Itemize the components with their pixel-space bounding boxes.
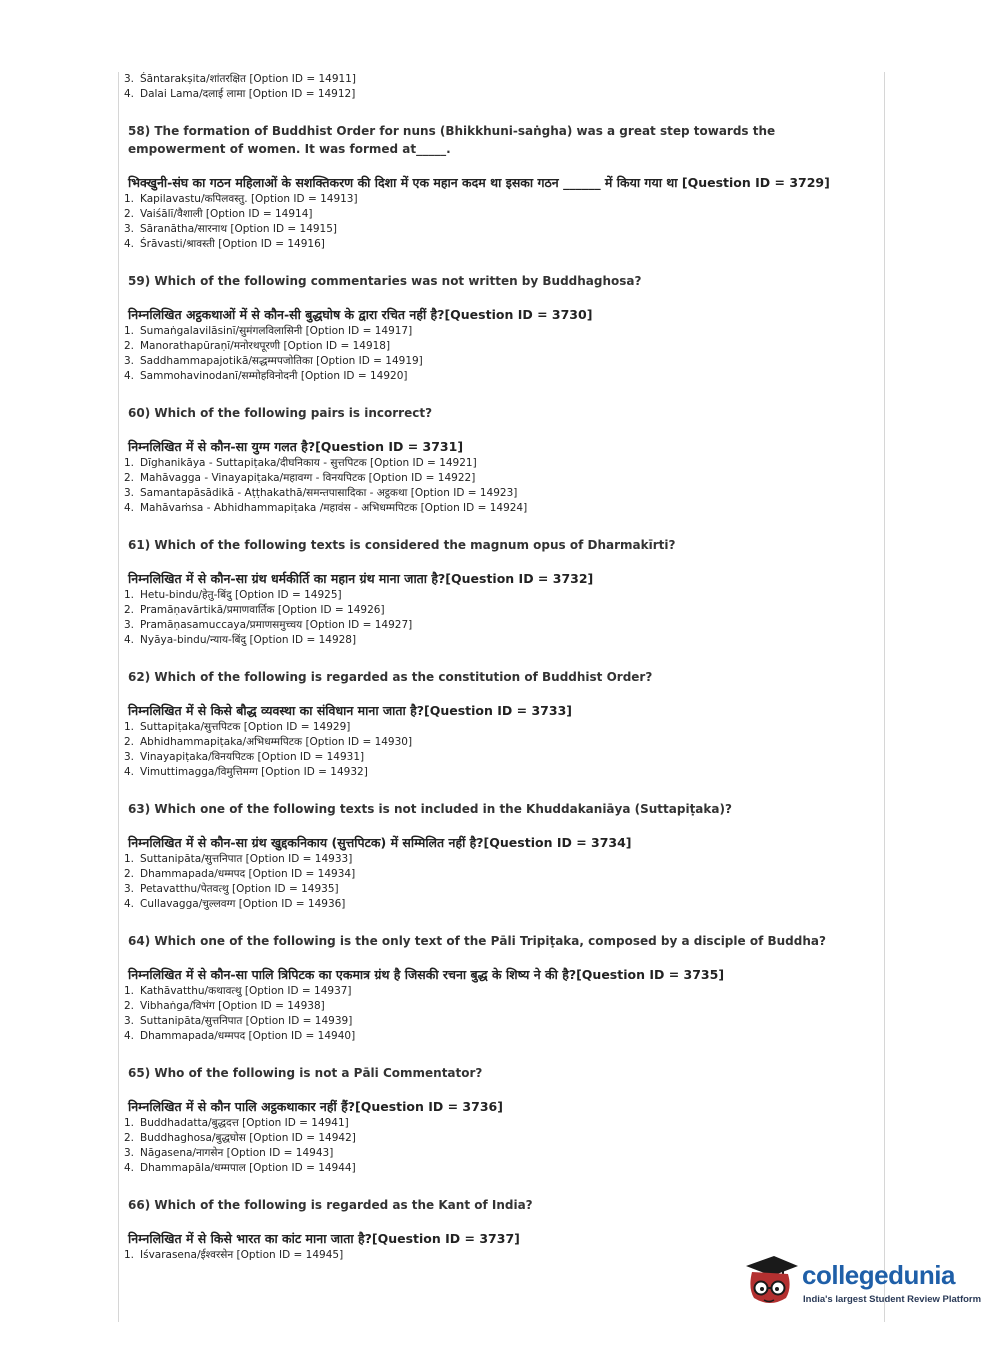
option-number: 1.: [124, 985, 135, 997]
option-number: 3.: [124, 223, 135, 235]
option-item: [124, 1146, 876, 1161]
question-english: 65) Who of the following is not a Pāli Commentator?: [128, 1066, 483, 1080]
option-item: [124, 72, 876, 87]
option-text: Dhammapada/धम्मपद [Option ID = 14940]: [140, 1030, 356, 1042]
option-text: Manorathapūraṇī/मनोरथपूरणी [Option ID = 14918]: [140, 340, 391, 352]
option-item: [124, 588, 876, 603]
option-item: [124, 456, 876, 471]
option-item: [124, 882, 876, 897]
mascot-logo-icon: [740, 1248, 800, 1312]
option-text: Pramāṇasamuccaya/प्रमाणसमुच्चय [Option ID = 14927]: [140, 619, 413, 631]
option-number: 4.: [124, 88, 135, 100]
question-english: 63) Which one of the following texts is not included in the Khuddakaniāya (Suttapiṭaka)?: [128, 802, 732, 816]
question-hindi: निम्नलिखित में से कौन-सा ग्रंथ खुद्दकनिकाय (सुत्तपिटक) में सम्मिलित नहीं है?[Question ID = 3734]: [128, 835, 632, 850]
option-item: [124, 207, 876, 222]
option-text: Sumaṅgalavilāsinī/सुमंगलविलासिनी [Option ID = 14917]: [140, 325, 413, 337]
option-text: Pramāṇavārtikā/प्रमाणवार्तिक [Option ID = 14926]: [140, 604, 385, 616]
option-item: [124, 735, 876, 750]
option-number: 1.: [124, 853, 135, 865]
option-item: [124, 1161, 876, 1176]
option-number: 3.: [124, 883, 135, 895]
option-text: Kapilavastu/कपिलवस्तु. [Option ID = 14913]: [140, 193, 358, 205]
option-number: 2.: [124, 472, 135, 484]
option-text: Dhammapada/धम्मपद [Option ID = 14934]: [140, 868, 356, 880]
option-text: Buddhadatta/बुद्धदत्त [Option ID = 14941]: [140, 1117, 349, 1129]
option-number: 2.: [124, 868, 135, 880]
question-english: 62) Which of the following is regarded as the constitution of Buddhist Order?: [128, 670, 653, 684]
option-text: Samantapāsādikā - Aṭṭhakathā/समन्तपासादिका - अट्ठकथा [Option ID = 14923]: [140, 487, 518, 499]
option-number: 4.: [124, 1030, 135, 1042]
option-number: 4.: [124, 766, 135, 778]
question-block: [124, 122, 876, 252]
option-number: 3.: [124, 487, 135, 499]
option-item: [124, 369, 876, 384]
option-number: 4.: [124, 1162, 135, 1174]
question-block: [124, 404, 876, 516]
option-text: Śāntarakṣita/शांतरक्षित [Option ID = 14911]: [140, 73, 356, 85]
option-item: [124, 324, 876, 339]
question-hindi: निम्नलिखित में से कौन पालि अट्ठकथाकार नहीं हैं?[Question ID = 3736]: [128, 1099, 503, 1114]
logo-wordmark: collegedunia: [802, 1260, 955, 1290]
option-item: [124, 720, 876, 735]
option-number: 2.: [124, 604, 135, 616]
option-text: Nyāya-bindu/न्याय-बिंदु [Option ID = 14928]: [140, 634, 357, 646]
question-block: [124, 1064, 876, 1176]
option-number: 3.: [124, 619, 135, 631]
question-block: [124, 272, 876, 384]
question-hindi: निम्नलिखित में से किसे भारत का कांट माना जाता है?[Question ID = 3737]: [128, 1231, 520, 1246]
option-number: 1.: [124, 325, 135, 337]
option-text: Mahāvaṁsa - Abhidhammapiṭaka /महावंस - अभिधम्मपिटक [Option ID = 14924]: [140, 502, 528, 514]
option-text: Dalai Lama/दलाई लामा [Option ID = 14912]: [140, 88, 356, 100]
option-item: [124, 1116, 876, 1131]
question-block: [124, 800, 876, 912]
option-text: Hetu-bindu/हेतु-बिंदु [Option ID = 14925]: [140, 589, 342, 601]
option-text: Kathāvatthu/कथावत्थु [Option ID = 14937]: [140, 985, 352, 997]
option-number: 3.: [124, 73, 135, 85]
option-text: Vimuttimagga/विमुत्तिमग्ग [Option ID = 14932]: [140, 766, 368, 778]
option-number: 2.: [124, 736, 135, 748]
question-english: 58) The formation of Buddhist Order for nuns (Bhikkhuni-saṅgha) was a great step towards the empowerment of women. It was formed at_____.: [128, 124, 776, 156]
option-item: [124, 354, 876, 369]
question-hindi: निम्नलिखित अट्ठकथाओं में से कौन-सी बुद्धघोष के द्वारा रचित नहीं है?[Question ID = 3730]: [128, 307, 593, 322]
question-content: [124, 72, 876, 1263]
option-text: Saddhammapajotikā/सद्धम्मपजोतिका [Option ID = 14919]: [140, 355, 423, 367]
option-item: [124, 984, 876, 999]
option-text: Vibhaṅga/विभंग [Option ID = 14938]: [140, 1000, 325, 1012]
question-hindi: भिक्खुनी-संघ का गठन महिलाओं के सशक्तिकरण की दिशा में एक महान कदम था इसका गठन ______ में किया गया था [Question ID = 3729]: [128, 175, 830, 190]
option-number: 3.: [124, 1147, 135, 1159]
option-text: Suttanipāta/सुत्तनिपात [Option ID = 14933]: [140, 853, 353, 865]
option-text: Nāgasena/नागसेन [Option ID = 14943]: [140, 1147, 334, 1159]
option-item: [124, 867, 876, 882]
option-text: Vaiśālī/वैशाली [Option ID = 14914]: [140, 208, 313, 220]
option-number: 3.: [124, 751, 135, 763]
option-text: Sāranātha/सारनाथ [Option ID = 14915]: [140, 223, 338, 235]
option-text: Suttanipāta/सुत्तनिपात [Option ID = 14939]: [140, 1015, 353, 1027]
option-number: 4.: [124, 898, 135, 910]
question-block: [124, 932, 876, 1044]
option-number: 1.: [124, 1117, 135, 1129]
question-hindi: निम्नलिखित में से कौन-सा पालि त्रिपिटक का एकमात्र ग्रंथ है जिसकी रचना बुद्ध के शिष्य ने की है?[Question ID = 3735]: [128, 967, 725, 982]
option-text: Sammohavinodanī/सम्मोहविनोदनी [Option ID = 14920]: [140, 370, 408, 382]
question-english: 64) Which one of the following is the only text of the Pāli Tripiṭaka, composed by a disciple of Buddha?: [128, 934, 826, 948]
option-number: 2.: [124, 340, 135, 352]
option-item: [124, 1029, 876, 1044]
option-item: [124, 237, 876, 252]
option-text: Vinayapiṭaka/विनयपिटक [Option ID = 14931]: [140, 751, 365, 763]
option-number: 1.: [124, 1249, 135, 1261]
option-item: [124, 222, 876, 237]
option-item: [124, 897, 876, 912]
question-list: [124, 122, 876, 1263]
option-number: 2.: [124, 208, 135, 220]
option-text: Dīghanikāya - Suttapiṭaka/दीघनिकाय - सुत्तपिटक [Option ID = 14921]: [140, 457, 477, 469]
option-item: [124, 603, 876, 618]
option-item: [124, 339, 876, 354]
option-text: Petavatthu/पेतवत्थु [Option ID = 14935]: [140, 883, 339, 895]
option-text: Mahāvagga - Vinayapiṭaka/महावग्ग - विनयपिटक [Option ID = 14922]: [140, 472, 476, 484]
option-number: 4.: [124, 634, 135, 646]
left-margin-rule: [118, 72, 119, 1322]
option-number: 1.: [124, 193, 135, 205]
question-english: 66) Which of the following is regarded as the Kant of India?: [128, 1198, 533, 1212]
option-text: Buddhaghosa/बुद्धघोस [Option ID = 14942]: [140, 1132, 356, 1144]
option-number: 1.: [124, 589, 135, 601]
option-text: Cullavagga/चुल्लवग्ग [Option ID = 14936]: [140, 898, 346, 910]
question-hindi: निम्नलिखित में से कौन-सा युग्म गलत है?[Question ID = 3731]: [128, 439, 464, 454]
option-number: 2.: [124, 1000, 135, 1012]
question-block: [124, 668, 876, 780]
option-number: 4.: [124, 238, 135, 250]
lead-options: [124, 72, 876, 102]
option-number: 2.: [124, 1132, 135, 1144]
option-text: Abhidhammapiṭaka/अभिधम्मपिटक [Option ID = 14930]: [140, 736, 413, 748]
option-text: Suttapiṭaka/सुत्तपिटक [Option ID = 14929]: [140, 721, 351, 733]
option-text: Dhammapāla/धम्मपाल [Option ID = 14944]: [140, 1162, 356, 1174]
question-english: 60) Which of the following pairs is incorrect?: [128, 406, 433, 420]
option-number: 4.: [124, 370, 135, 382]
option-number: 3.: [124, 1015, 135, 1027]
question-hindi: निम्नलिखित में से किसे बौद्ध व्यवस्था का संविधान माना जाता है?[Question ID = 3733]: [128, 703, 572, 718]
question-english: 59) Which of the following commentaries was not written by Buddhaghosa?: [128, 274, 642, 288]
option-item: [124, 501, 876, 516]
right-margin-rule: [884, 72, 885, 1322]
option-number: 1.: [124, 721, 135, 733]
option-number: 1.: [124, 457, 135, 469]
option-item: [124, 471, 876, 486]
option-item: [124, 633, 876, 648]
option-number: 4.: [124, 502, 135, 514]
option-item: [124, 765, 876, 780]
question-english: 61) Which of the following texts is considered the magnum opus of Dharmakīrti?: [128, 538, 676, 552]
option-number: 3.: [124, 355, 135, 367]
option-item: [124, 486, 876, 501]
option-item: [124, 1014, 876, 1029]
option-item: [124, 1131, 876, 1146]
option-text: Iśvarasena/ईश्वरसेन [Option ID = 14945]: [140, 1249, 344, 1261]
question-block: [124, 536, 876, 648]
collegedunia-logo: [740, 1248, 982, 1312]
option-item: [124, 192, 876, 207]
option-text: Śrāvasti/श्रावस्ती [Option ID = 14916]: [140, 238, 325, 250]
option-item: [124, 852, 876, 867]
option-item: [124, 87, 876, 102]
logo-tagline: India's largest Student Review Platform: [803, 1294, 982, 1305]
option-item: [124, 999, 876, 1014]
question-hindi: निम्नलिखित में से कौन-सा ग्रंथ धर्मकीर्ति का महान ग्रंथ माना जाता है?[Question ID = 3732]: [128, 571, 594, 586]
option-item: [124, 618, 876, 633]
option-item: [124, 750, 876, 765]
